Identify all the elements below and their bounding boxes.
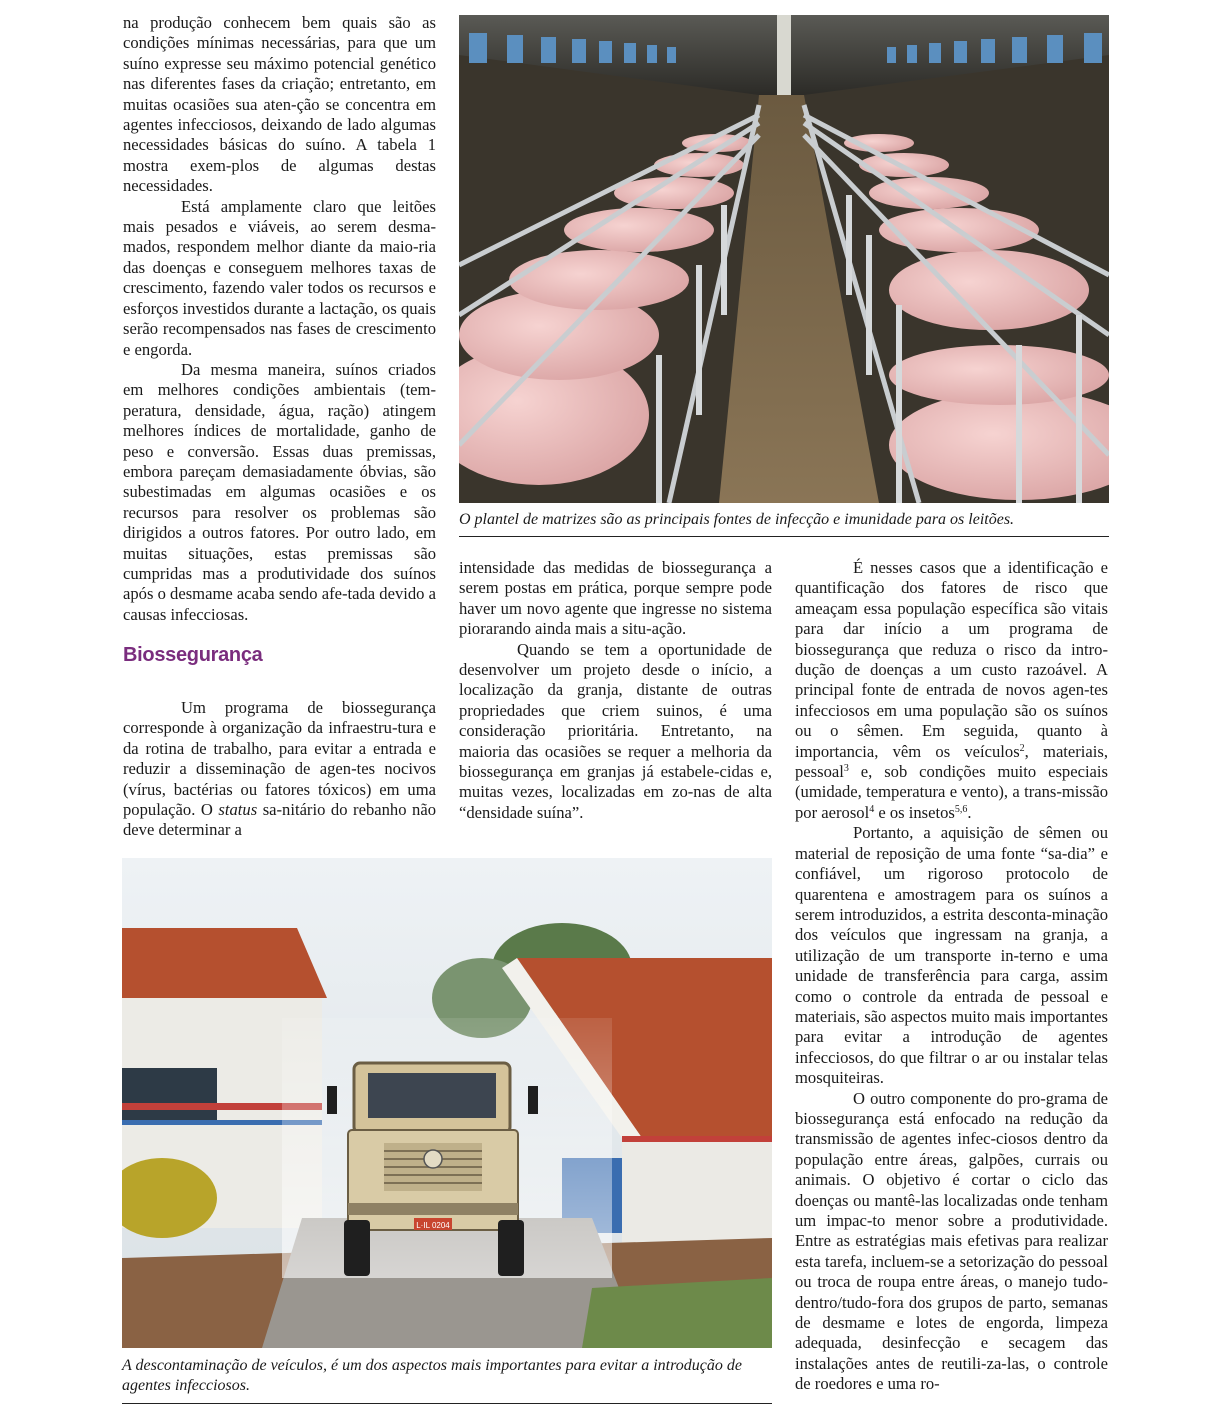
footnote-ref: 3 (843, 763, 849, 775)
paragraph: Portanto, a aquisição de sêmen ou material de reposição de uma fonte “sa-dia” e confiável, um rigoroso protocolo de quarentena e amostragem para os suínos a serem introduzidos, a estrita desconta-minação dos veículos que ingressam na granja, a utilização de um transporte in-terno e uma unidade de transferência para carga, assim como o controle da entrada de pessoal e materiais, são aspectos muito mais importantes para evitar a introdução de agentes infecciosos, do que filtrar o ar ou instalar telas mosquiteiras. (795, 823, 1108, 1088)
text-run-italic: status (218, 800, 258, 820)
footnote-ref: 2 (1019, 742, 1025, 754)
text-run: É nesses casos que a identificação e quantificação dos fatores de risco que ameaçam essa população específica são vitais para dar início a um programa de biossegurança que reduza o risco da intro-dução de doenças a um custo razoável. A principal fonte de entrada de novos agen-tes infecciosos em uma população são os suínos ou o sêmen. Em seguida, quanto à importancia, vêm os veículos (795, 558, 1108, 761)
paragraph: na produção conhecem bem quais são as condições mínimas necessárias, para que um suíno expresse seu máximo potencial genético nas diferentes fases da criação; entretanto, em muitas ocasiões sua aten-ção se concentra em agentes infecciosos, deixando de lado algumas necessidades básicas do suíno. A tabela 1 mostra exem-plos de algumas destas necessidades. (123, 13, 436, 196)
right-column (795, 558, 1108, 1395)
paragraph: O outro componente do pro-grama de biossegurança está enfocado na redução da transmissão de agentes infec-ciosos dentro da população entre áreas, galpões, currais ou animais. O objetivo é cortar o ciclo das doenças ou mantê-las localizadas onde tenham um impac-to menor sobre a produtividade. Entre as estratégias mais efetivas para realizar esta tarefa, incluem-se a setorização do pessoal ou troca de roupa entre áreas, o manejo tudo-dentro/tudo-fora dos grupos de parto, semanas de desmame e lotes de engorda, limpeza adequada, desinfecção e secagem das instalações antes de reutili-za-las, o controle de roedores e uma ro- (795, 1088, 1108, 1394)
left-column-bottom (123, 698, 436, 841)
sow-barn-illustration (459, 15, 1109, 503)
left-column-top (123, 13, 436, 625)
divider (122, 1403, 772, 1404)
divider (459, 536, 1109, 537)
text-run: . (967, 802, 972, 822)
text-run: e os insetos (874, 802, 955, 822)
middle-column (459, 558, 772, 823)
footnote-ref: 4 (869, 803, 875, 815)
text-run: Um programa de biossegurança corresponde à organização da infraestru-tura e da rotina de trabalho, para evitar a entrada e reduzir a disseminação de agen-tes nocivos (vírus, bactérias ou fatores tóxicos) em uma população. O (123, 698, 436, 820)
figure-caption: O plantel de matrizes são as principais fontes de infecção e imunidade para os leitões. (459, 511, 1015, 528)
text-run: sa-nitário do rebanho não deve determinar a (123, 800, 436, 840)
paragraph: Está amplamente claro que leitões mais pesados e viáveis, ao serem desma-mados, respondem melhor diante da maio-ria das doenças e conseguem melhores taxas de crescimento, fazendo valer todos os recursos e esforços investidos durante a lactação, os quais serão recompensados nas fases de crescimento e engorda. (123, 196, 436, 359)
text-run: e, sob condições muito especiais (umidade, temperatura e vento), a trans-missão por aerosol (795, 762, 1108, 822)
paragraph: Da mesma maneira, suínos criados em melhores condições ambientais (tem-peratura, densidade, água, ração) atingem melhores índices de mortalidade, ganho de peso e conversão. Essas duas premissas, embora pareçam demasiadamente óbvias, são subestimadas em algumas ocasiões e os recursos para resolver os problemas são dirigidos a outros fatores. Por outro lado, em muitas situações, estas premissas são cumpridas mas a produtividade dos suínos após o desmame acaba sendo afe-tada devido a causas infecciosas. (123, 359, 436, 624)
truck-illustration (122, 858, 772, 1348)
figure-caption: A descontaminação de veículos, é um dos aspectos mais importantes para evitar a introdução de agentes infecciosos. (122, 1357, 742, 1394)
license-plate: L·IL 0204 (416, 1221, 450, 1230)
paragraph: intensidade das medidas de biossegurança a serem postas em prática, porque sempre pode haver um novo agente que ingresse no sistema piorarando ainda mais a situ-ação. (459, 558, 772, 639)
sow-barn-photo (459, 15, 1109, 503)
paragraph (795, 558, 1108, 823)
paragraph (123, 698, 436, 841)
section-heading: Biossegurança (123, 644, 263, 666)
paragraph: Quando se tem a oportunidade de desenvolver um projeto desde o início, a localização da granja, distante de outras propriedades que criem suinos, é uma consideração prioritária. Entretanto, na maioria das ocasiões se requer a melhoria da biossegurança em granjas já estabele-cidas e, muitas vezes, localizadas em zo-nas de alta “densidade suína”. (459, 639, 772, 822)
text-run: , materiais, pessoal (795, 741, 1109, 782)
footnote-ref: 5,6 (954, 803, 968, 815)
truck-decontamination-photo (122, 858, 772, 1348)
